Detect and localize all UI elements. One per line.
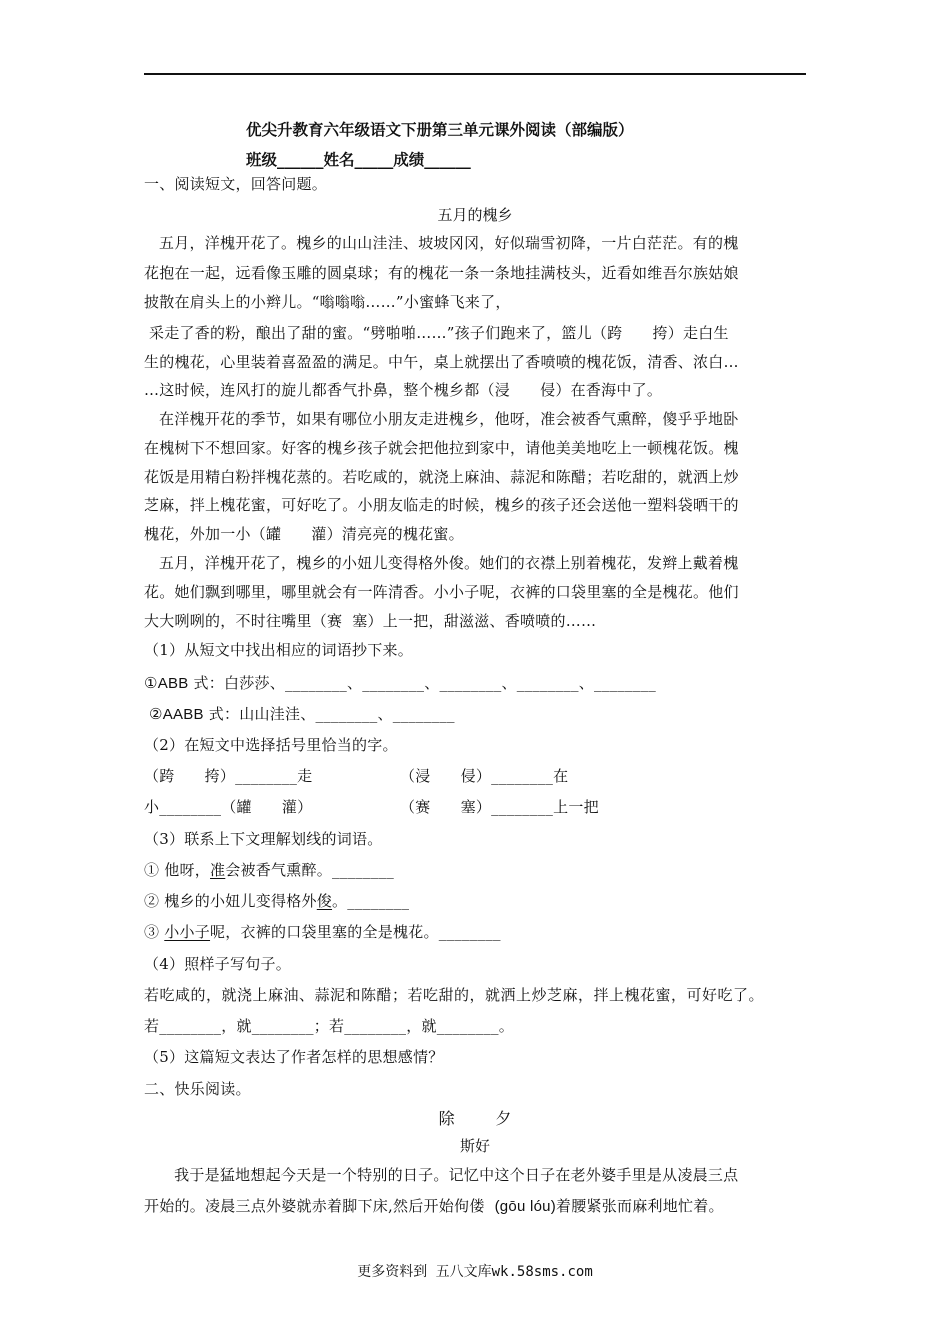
question-3-1: ① 他呀，准会被香气熏醉。________: [144, 861, 395, 879]
question-2-row2-right: （赛 塞）________上一把: [400, 798, 599, 816]
question-2-row1-left: （跨 挎）________走: [144, 767, 313, 785]
article-line: 花抱在一起，远看像玉雕的圆桌球；有的槐花一条一条地挂满枝头，近看如维吾尔族姑娘: [144, 264, 739, 282]
question-3-2: ② 槐乡的小妞儿变得格外俊。________: [144, 892, 410, 910]
passage-2-title: 除 夕: [438, 1109, 512, 1128]
article-line: 槐花，外加一小（罐 灌）清亮亮的槐花蜜。: [144, 525, 464, 543]
article-line: 五月，洋槐开花了。槐乡的山山洼洼、坡坡冈冈，好似瑞雪初降，一片白茫茫。有的槐: [144, 234, 739, 252]
question-3-3: ③ 小小子呢，衣裤的口袋里塞的全是槐花。________: [144, 923, 501, 941]
question-1: （1）从短文中找出相应的词语抄下来。: [144, 641, 414, 659]
article-line: 在槐树下不想回家。好客的槐乡孩子就会把他拉到家中，请他美美地吃上一顿槐花饭。槐: [144, 439, 739, 457]
passage-2-author: 斯好: [459, 1137, 490, 1155]
question-5: （5）这篇短文表达了作者怎样的思想感情？: [144, 1048, 444, 1066]
section-heading-2: 二、快乐阅读。: [144, 1080, 251, 1098]
question-1b: ②AABB 式：山山洼洼、________、________: [144, 705, 455, 723]
document-title: 优尖升教育六年级语文下册第三单元课外阅读（部编版）: [246, 120, 634, 139]
article-line: …这时候，连风打的旋儿都香气扑鼻，整个槐乡都（浸 侵）在香海中了。: [144, 381, 663, 399]
question-4: （4）照样子写句子。: [144, 955, 292, 973]
question-2: （2）在短文中选择括号里恰当的字。: [144, 736, 398, 754]
question-2-row2-left: 小________（罐 灌）: [144, 798, 313, 816]
article-line: 花饭是用精白粉拌槐花蒸的。若吃咸的，就浇上麻油、蒜泥和陈醋；若吃甜的，就洒上炒: [144, 468, 739, 486]
article-line: 采走了香的粉，酿出了甜的蜜。“劈啪啪……”孩子们跑来了，篮儿（跨 挎）走白生: [144, 324, 729, 342]
footer-link[interactable]: 更多资料到 五八文库wk.58sms.com: [357, 1264, 593, 1280]
passage-2-line-1: 我于是猛地想起今天是一个特别的日子。记忆中这个日子在老外婆手里是从凌晨三点: [144, 1166, 739, 1184]
question-1a: ①ABB 式：白莎莎、________、________、________、________、________: [144, 674, 656, 692]
top-rule: [144, 73, 806, 75]
article-title: 五月的槐乡: [437, 206, 513, 224]
article-line: 披散在肩头上的小辫儿。“嗡嗡嗡……”小蜜蜂飞来了，: [144, 293, 511, 311]
article-line: 芝麻，拌上槐花蜜，可好吃了。小朋友临走的时候，槐乡的孩子还会送他一塑料袋晒干的: [144, 496, 739, 514]
section-heading-1: 一、阅读短文，回答问题。: [144, 175, 328, 193]
article-line: 生的槐花，心里装着喜盈盈的满足。中午，桌上就摆出了香喷喷的槐花饭，清香、浓白…: [144, 353, 739, 371]
student-info-row: 班级______姓名_____成绩______: [246, 150, 471, 169]
article-line: 大大咧咧的，不时往嘴里（赛 塞）上一把，甜滋滋、香喷喷的……: [144, 612, 597, 630]
question-4-example: 若吃咸的，就浇上麻油、蒜泥和陈醋；若吃甜的，就洒上炒芝麻，拌上槐花蜜，可好吃了。: [144, 986, 765, 1004]
question-3: （3）联系上下文理解划线的词语。: [144, 830, 383, 848]
article-line: 花。她们飘到哪里，哪里就会有一阵清香。小小子呢，衣裤的口袋里塞的全是槐花。他们: [144, 583, 739, 601]
article-line: 在洋槐开花的季节，如果有哪位小朋友走进槐乡，他呀，准会被香气熏醉，傻乎乎地卧: [144, 410, 739, 428]
article-line: 五月，洋槐开花了，槐乡的小妞儿变得格外俊。她们的衣襟上别着槐花，发辫上戴着槐: [144, 554, 739, 572]
question-2-row1-right: （浸 侵）________在: [400, 767, 569, 785]
passage-2-line-2: 开始的。凌晨三点外婆就赤着脚下床,然后开始佝偻 (gōu lóu)着腰紧张而麻利地忙着。: [144, 1197, 724, 1215]
question-4-blank: 若________，就________；若________，就________。: [144, 1017, 515, 1035]
